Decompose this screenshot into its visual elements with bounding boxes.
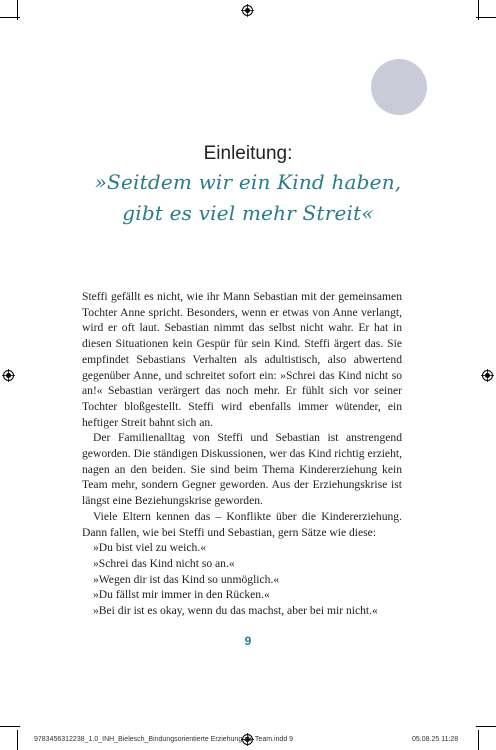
chapter-subtitle-line-1: »Seitdem wir ein Kind haben, — [94, 170, 402, 194]
crop-mark — [476, 726, 496, 727]
crop-mark — [478, 0, 479, 20]
print-slug-filename: 9783456312238_1.0_INH_Bielesch_Bindungsorientierte Erziehung als Team.indd 9 — [34, 736, 294, 743]
page-number: 9 — [244, 634, 252, 648]
chapter-heading: Einleitung: — [203, 143, 293, 164]
registration-mark-icon — [481, 369, 494, 382]
crop-mark — [476, 17, 496, 18]
crop-mark — [0, 726, 20, 727]
body-text — [82, 289, 402, 619]
quote-line: »Du bist viel zu weich.« — [93, 541, 207, 555]
quote-line: »Bei dir ist es okay, wenn du das machst, aber bei mir nicht.« — [93, 604, 378, 618]
registration-mark-icon — [2, 369, 15, 382]
crop-mark — [17, 0, 18, 20]
paragraph: Steffi gefällt es nicht, wie ihr Mann Sebastian mit der gemeinsamen Tochter Anne spricht. Besonders, wenn er etwas von Anne verlangt, wird er oft laut. Sebastian nimmt das selbst nicht wahr. Er hat in diesen Situationen kein Gespür für sein Kind. Steffi ärgert das. Sie empfindet Sebastians Verhalten als adultistisch, also abwertend gegenüber Anne, und schreitet sofort ein: »Schrei das Kind nicht so an!« Sebastian verärgert das noch mehr. Er fühlt sich vor seiner Tochter bloßgestellt. Steffi wird ebenfalls immer wütender, ein heftiger Streit bahnt sich an. — [82, 290, 402, 429]
paragraph: Viele Eltern kennen das – Konflikte über die Kindererziehung. Dann fallen, wie bei Steffi und Sebastian, gern Sätze wie diese: — [82, 509, 402, 539]
crop-mark — [478, 730, 479, 750]
quote-line: »Wegen dir ist das Kind so unmöglich.« — [93, 572, 280, 586]
quote-line: »Du fällst mir immer in den Rücken.« — [93, 588, 270, 602]
print-slug-timestamp: 05.08.25 11:28 — [412, 736, 459, 743]
registration-mark-icon — [241, 4, 254, 17]
paragraph: Der Familienalltag von Steffi und Sebastian ist anstrengend geworden. Die ständigen Diskussionen, wer das Kind richtig erzieht, nagen an den beiden. Sie sind beim Thema Kindererziehung kein Team mehr, sondern Gegner geworden. Aus der Erziehungskrise ist längst eine Beziehungskrise geworden. — [82, 431, 402, 508]
crop-mark — [17, 730, 18, 750]
quote-line: »Schrei das Kind nicht so an.« — [93, 556, 235, 570]
chapter-subtitle-line-2: gibt es viel mehr Streit« — [122, 201, 374, 225]
decorative-circle — [371, 59, 427, 115]
